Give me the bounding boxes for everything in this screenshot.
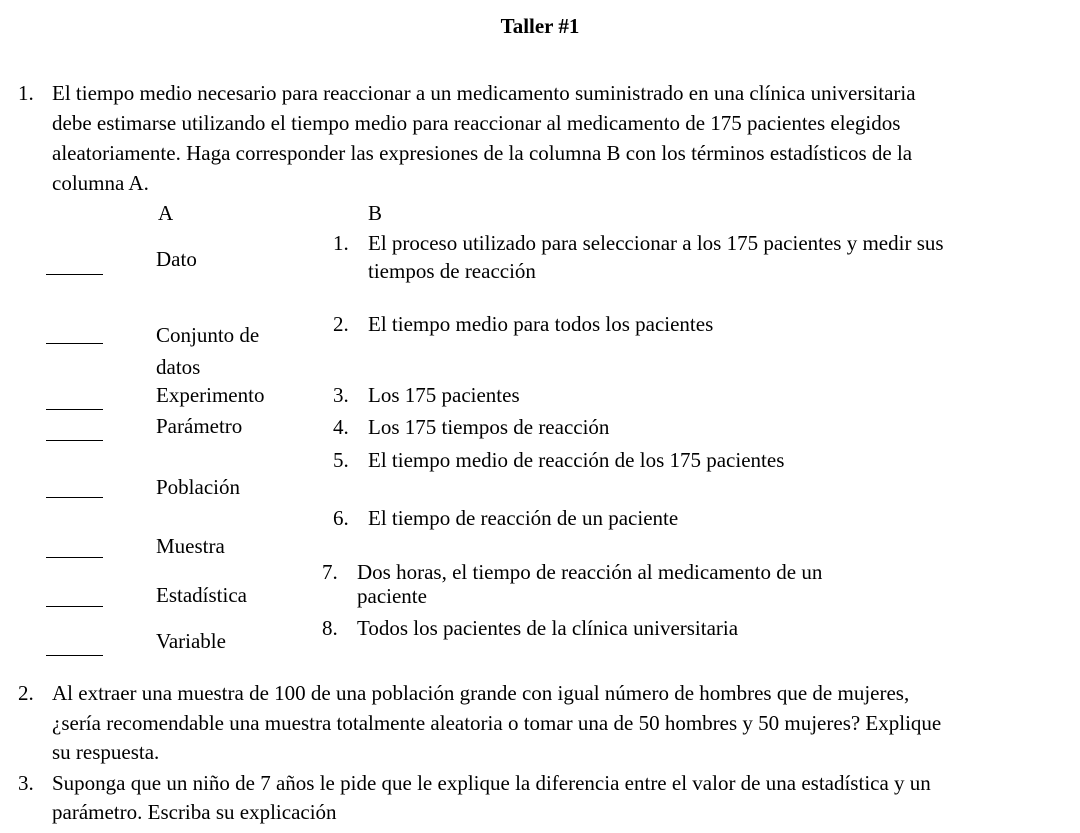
column-a-header: A xyxy=(158,201,174,225)
question-2-line-3: su respuesta. xyxy=(52,740,160,764)
column-a-term: Variable xyxy=(156,629,226,653)
answer-blank-muestra[interactable] xyxy=(46,557,103,558)
answer-blank-estadistica[interactable] xyxy=(46,606,103,607)
column-b-text: Todos los pacientes de la clínica universitaria xyxy=(357,616,739,640)
column-b-text: El tiempo medio de reacción de los 175 pacientes xyxy=(368,448,785,472)
question-2-number: 2. xyxy=(18,681,34,705)
column-b-number: 7. xyxy=(322,560,338,584)
column-b-header: B xyxy=(368,201,383,225)
question-1-line-4: columna A. xyxy=(52,171,149,195)
answer-blank-poblacion[interactable] xyxy=(46,497,103,498)
column-b-text: Los 175 tiempos de reacción xyxy=(368,415,610,439)
column-b-text: Los 175 pacientes xyxy=(368,383,520,407)
answer-blank-dato[interactable] xyxy=(46,274,103,275)
answer-blank-experimento[interactable] xyxy=(46,409,103,410)
column-b-text: tiempos de reacción xyxy=(368,259,536,283)
question-1-number: 1. xyxy=(18,81,34,105)
question-2-line-2: ¿sería recomendable una muestra totalmente aleatoria o tomar una de 50 hombres y 50 mujeres? Explique xyxy=(52,711,942,735)
column-b-number: 6. xyxy=(333,506,349,530)
column-b-text: El tiempo de reacción de un paciente xyxy=(368,506,679,530)
column-b-text: El tiempo medio para todos los pacientes xyxy=(368,312,714,336)
question-1-line-1: El tiempo medio necesario para reaccionar a un medicamento suministrado en una clínica universitaria xyxy=(52,81,916,105)
column-a-term: Población xyxy=(156,475,240,499)
column-b-number: 2. xyxy=(333,312,349,336)
answer-blank-parametro[interactable] xyxy=(46,440,103,441)
question-2-line-1: Al extraer una muestra de 100 de una población grande con igual número de hombres que de mujeres, xyxy=(52,681,910,705)
answer-blank-variable[interactable] xyxy=(46,655,103,656)
column-b-number: 8. xyxy=(322,616,338,640)
worksheet-title: Taller #1 xyxy=(500,14,580,38)
column-b-number: 5. xyxy=(333,448,349,472)
column-a-term: Muestra xyxy=(156,534,225,558)
column-a-term: Dato xyxy=(156,247,197,271)
column-a-term: datos xyxy=(156,355,201,379)
column-b-number: 3. xyxy=(333,383,349,407)
column-a-term: Conjunto de xyxy=(156,323,260,347)
answer-blank-conjunto-de-datos[interactable] xyxy=(46,343,103,344)
column-a-term: Estadística xyxy=(156,583,247,607)
question-1-line-2: debe estimarse utilizando el tiempo medio para reaccionar al medicamento de 175 pacientes elegidos xyxy=(52,111,901,135)
column-b-number: 4. xyxy=(333,415,349,439)
column-a-term: Parámetro xyxy=(156,414,243,438)
question-3-line-2: parámetro. Escriba su explicación xyxy=(52,800,337,824)
column-b-text: Dos horas, el tiempo de reacción al medicamento de un xyxy=(357,560,823,584)
column-b-number: 1. xyxy=(333,231,349,255)
question-1-line-3: aleatoriamente. Haga corresponder las expresiones de la columna B con los términos estadísticos de la xyxy=(52,141,913,165)
question-3-line-1: Suponga que un niño de 7 años le pide que le explique la diferencia entre el valor de una estadística y un xyxy=(52,771,931,795)
question-3-number: 3. xyxy=(18,771,34,795)
column-a-term: Experimento xyxy=(156,383,265,407)
column-b-text: El proceso utilizado para seleccionar a los 175 pacientes y medir sus xyxy=(368,231,944,255)
column-b-text: paciente xyxy=(357,584,427,608)
